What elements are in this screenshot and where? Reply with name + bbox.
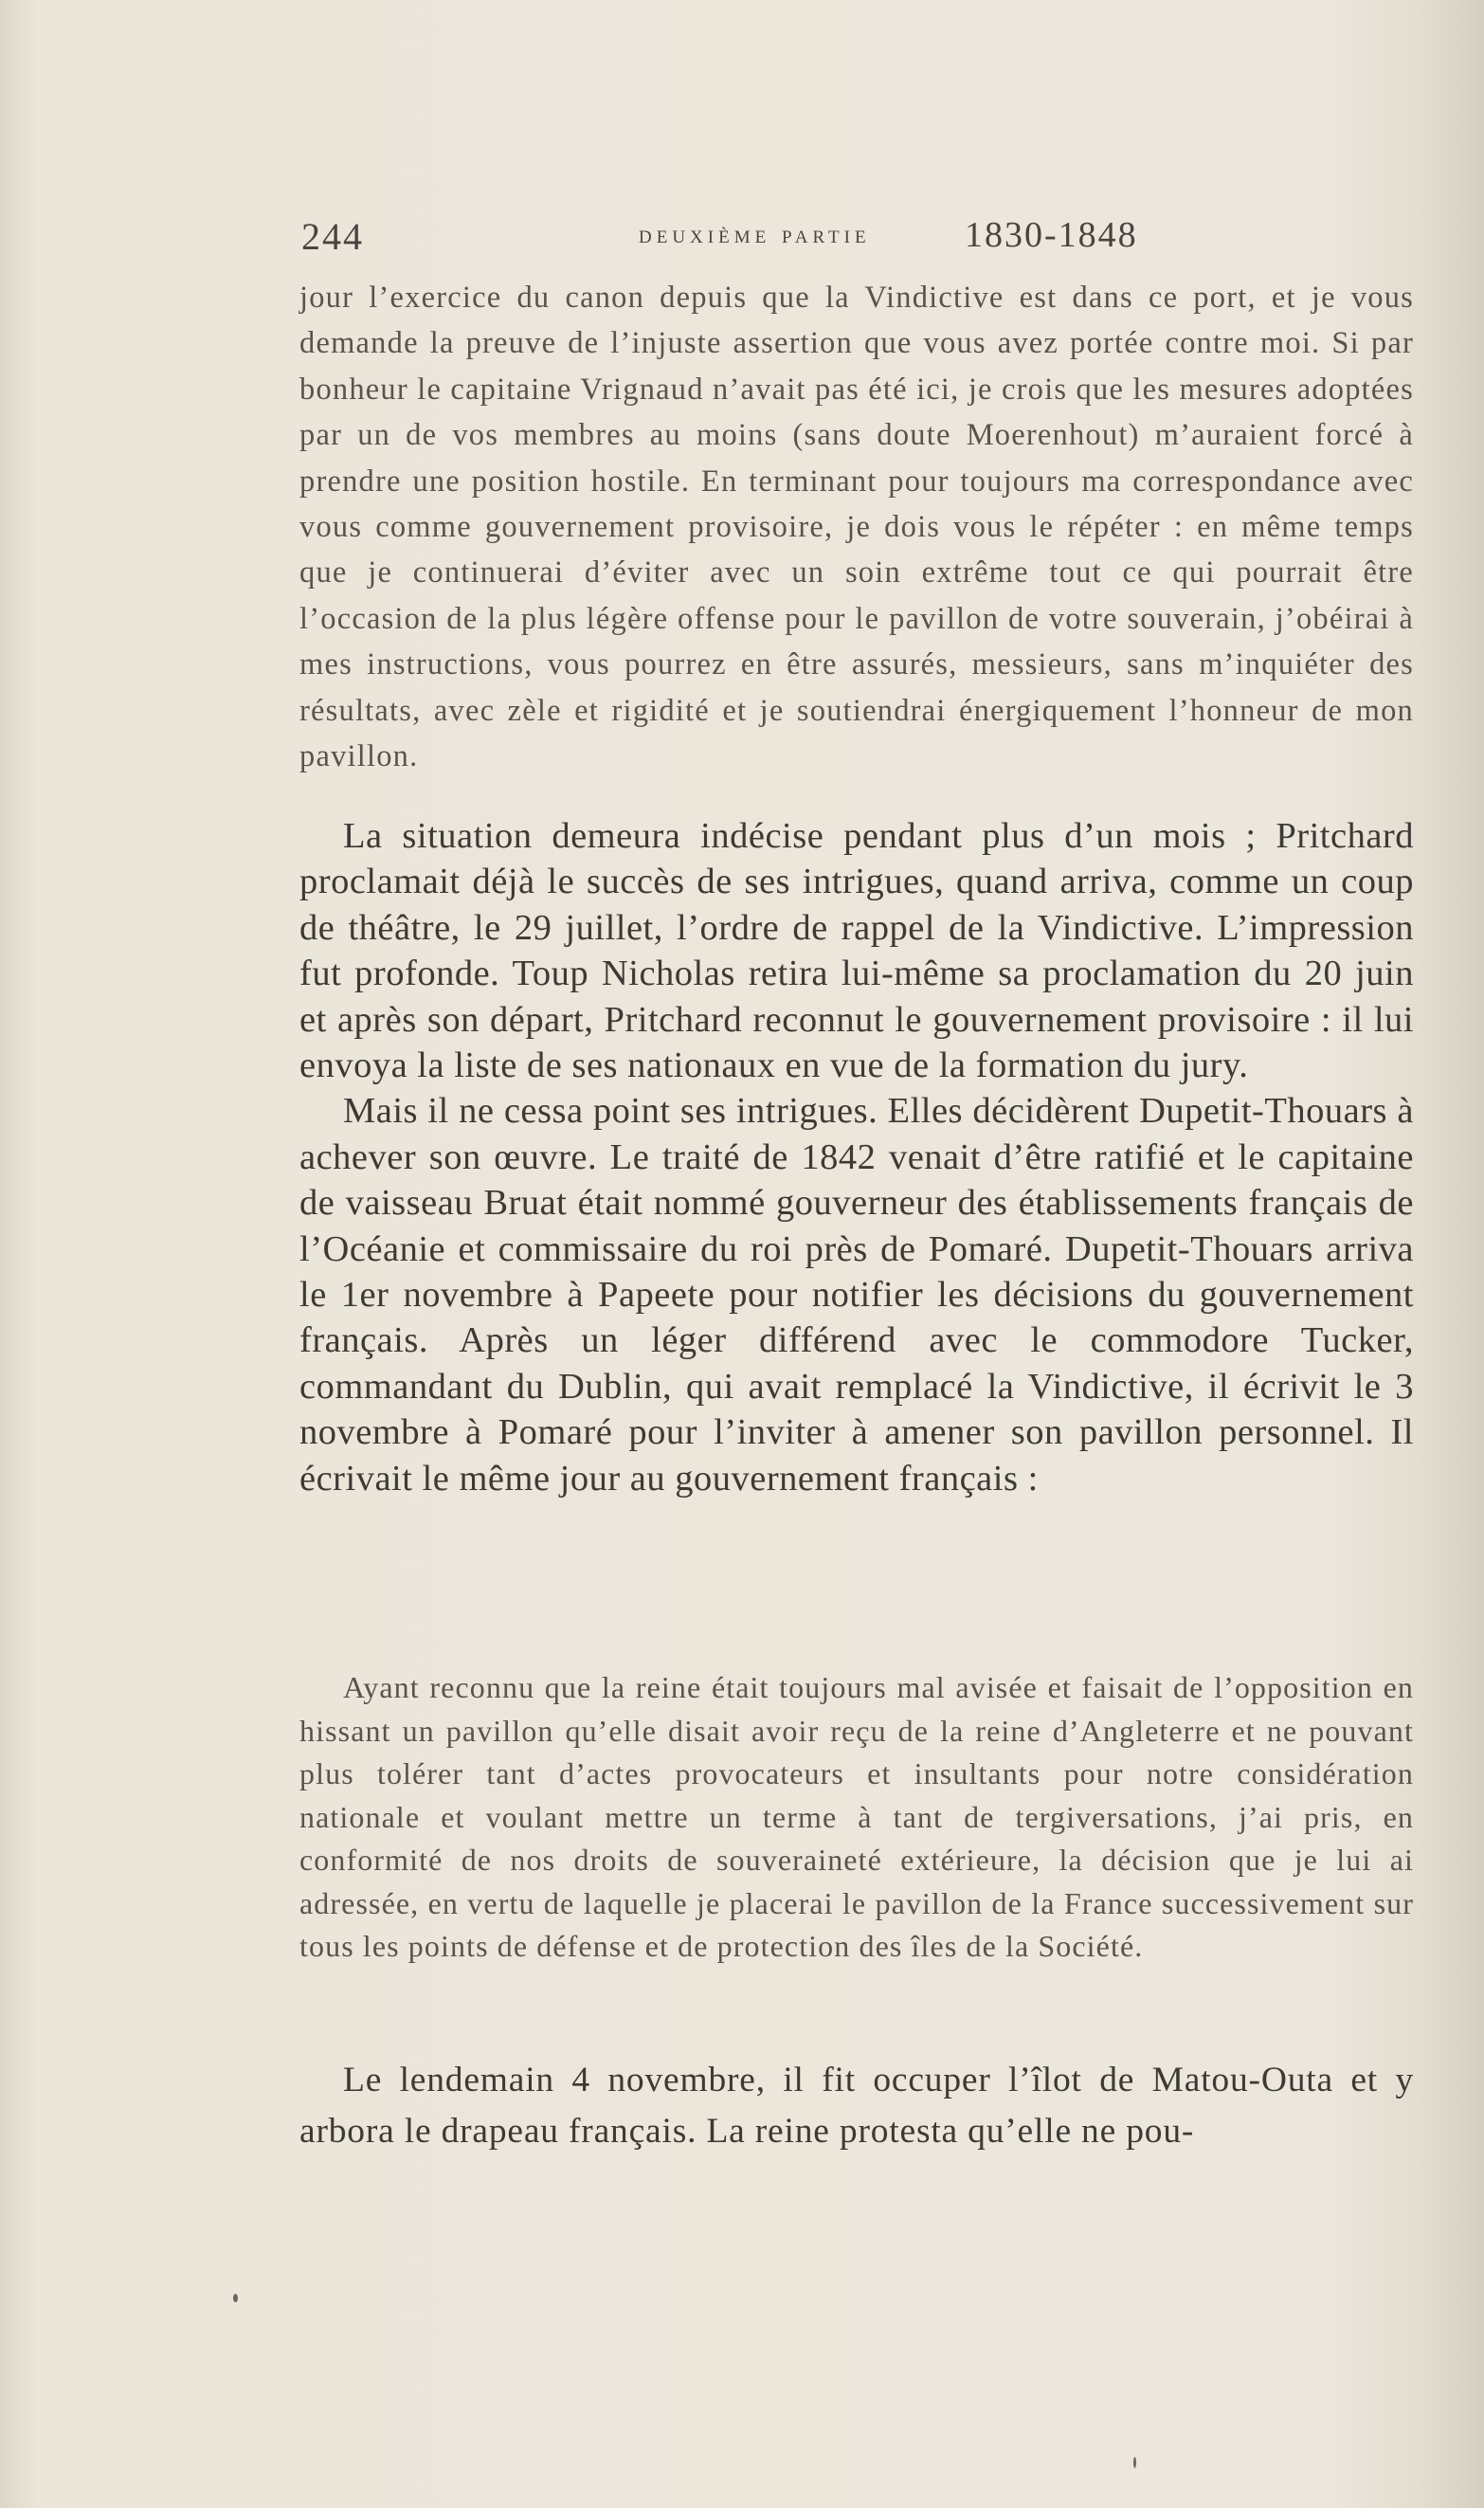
quoted-dispatch [299,1666,1414,1969]
quoted-letter-continuation [299,275,1414,779]
quoted-dispatch-text: Ayant reconnu que la reine était toujours mal avisée et faisait de l’opposition en hissant un pavillon qu’elle disait avoir reçu de la reine d’Angleterre et ne pouvant plus tolérer tant d’actes provocateurs et insultants pour notre considération nationale et voulant mettre un terme à tant de tergiversations, j’ai pris, en conformité de nos droits de souveraineté extérieure, la décision que je lui ai adressée, en vertu de laquelle je placerai le pavillon de la France successivement sur tous les points de défense et de protection des îles de la Société. [299,1670,1414,1963]
page-header [301,214,1420,262]
paragraph-lendemain: Le lendemain 4 novembre, il fit occuper l’îlot de Matou-Outa et y arbora le drapeau français. La reine protesta qu’elle ne pou- [299,2061,1414,2151]
main-text [299,813,1414,1501]
page-number: 244 [301,215,364,258]
closing-paragraph [299,2055,1414,2157]
quoted-letter-text: jour l’exercice du canon depuis que la Vindictive est dans ce port, et je vous demande la preuve de l’injuste assertion que vous avez portée contre moi. Si par bonheur le capitaine Vrignaud n’avait pas été ici, je crois que les mesures adoptées par un de vos membres au moins (sans doute Moerenhout) m’auraient forcé à prendre une position hostile. En terminant pour toujours ma correspondance avec vous comme gouvernement provisoire, je dois vous le répéter : en même temps que je continuerai d’éviter avec un soin extrême tout ce qui pourrait être l’occasion de la plus légère offense pour le pavillon de votre souverain, j’obéirai à mes instructions, vous pourrez en être assurés, messieurs, sans m’inquiéter des résultats, avec zèle et rigidité et je soutiendrai énergiquement l’honneur de mon pavillon. [299,281,1414,774]
paragraph-situation: La situation demeura indécise pendant plus d’un mois ; Pritchard proclamait déjà le succès de ses intrigues, quand arriva, comme un coup de théâtre, le 29 juillet, l’ordre de rappel de la Vindictive. L’impression fut profonde. Toup Nicholas retira lui-même sa proclamation du 20 juin et après son départ, Pritchard reconnut le gouvernement provisoire : il lui envoya la liste de ses nationaux en vue de la formation du jury. [299,816,1414,1086]
running-head: deuxième partie [639,220,871,248]
running-head-years: 1830-1848 [965,215,1138,255]
scan-speck [233,2294,238,2302]
scan-speck [1133,2457,1136,2468]
paragraph-intrigues: Mais il ne cessa point ses intrigues. Elles décidèrent Dupetit-Thouars à achever son œuvre. Le traité de 1842 venait d’être ratifié et le capitaine de vaisseau Bruat était nommé gouverneur des établissements français de l’Océanie et commissaire du roi près de Pomaré. Dupetit-Thouars arriva le 1er novembre à Papeete pour notifier les décisions du gouvernement français. Après un léger différend avec le commodore Tucker, commandant du Dublin, qui avait remplacé la Vindictive, il écrivit le 3 novembre à Pomaré pour l’inviter à amener son pavillon personnel. Il écrivait le même jour au gouvernement français : [299,1091,1414,1499]
